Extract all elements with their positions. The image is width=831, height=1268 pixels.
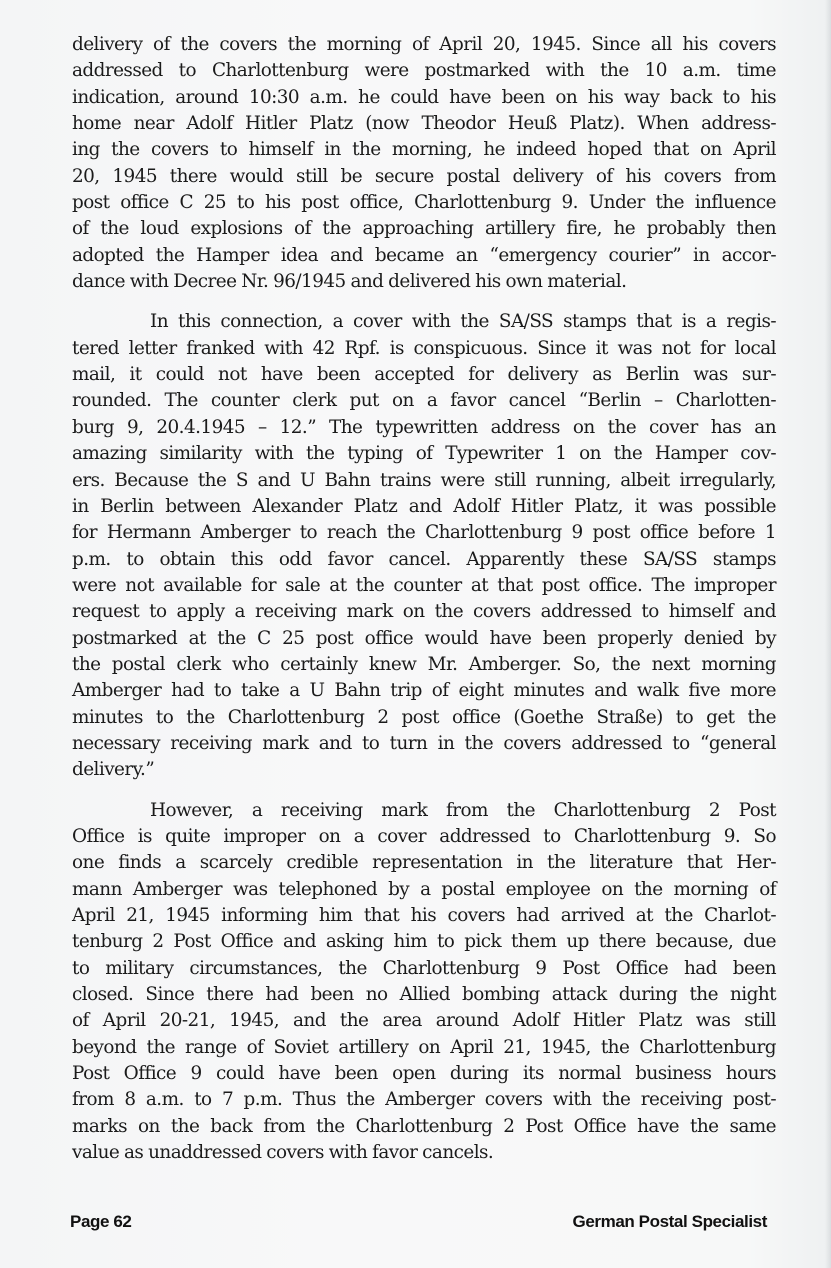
text-line: ing the covers to himself in the morning, he indeed hoped that on April — [72, 139, 776, 161]
text-line: dance with Decree Nr. 96/1945 and delivered his own material. — [72, 271, 627, 293]
page-number: Page 62 — [70, 1212, 132, 1231]
text-line: April 21, 1945 informing him that his covers had arrived at the Charlot- — [72, 905, 776, 926]
text-line: one finds a scarcely credible representation in the literature that Her- — [72, 852, 776, 874]
text-line: closed. Since there had been no Allied bombing attack during the night — [72, 984, 776, 1006]
text-line: p.m. to obtain this odd favor cancel. Apparently these SA/SS stamps — [72, 548, 776, 570]
text-line: delivery of the covers the morning of April 20, 1945. Since all his covers — [72, 34, 776, 55]
text-line: beyond the range of Soviet artillery on April 21, 1945, the Charlottenburg — [72, 1036, 776, 1058]
text-line: In this connection, a cover with the SA/SS stamps that is a regis- — [150, 311, 776, 333]
text-line: in Berlin between Alexander Platz and Adolf Hitler Platz, it was possible — [72, 495, 776, 517]
text-line: Amberger had to take a U Bahn trip of eight minutes and walk five more — [72, 680, 776, 702]
page-edge-shadow — [825, 0, 831, 1268]
text-line: to military circumstances, the Charlottenburg 9 Post Office had been — [72, 957, 776, 979]
text-line: value as unaddressed covers with favor cancels. — [72, 1142, 494, 1164]
text-line: addressed to Charlottenburg were postmarked with the 10 a.m. time — [72, 60, 776, 82]
page-footer — [70, 1212, 767, 1232]
text-line: adopted the Hamper idea and became an “emergency courier” in accor- — [72, 244, 776, 266]
text-line: from 8 a.m. to 7 p.m. Thus the Amberger covers with the receiving post- — [72, 1089, 776, 1111]
text-line: Office is quite improper on a cover addressed to Charlottenburg 9. So — [72, 825, 776, 847]
text-line: home near Adolf Hitler Platz (now Theodor Heuß Platz). When address- — [72, 113, 776, 135]
text-line: delivery.” — [72, 759, 155, 781]
text-line: marks on the back from the Charlottenburg 2 Post Office have the same — [72, 1115, 776, 1137]
paragraph-gap — [72, 784, 776, 798]
text-line: burg 9, 20.4.1945 – 12.” The typewritten address on the cover has an — [72, 416, 776, 438]
text-line: post office C 25 to his post office, Charlottenburg 9. Under the influence — [72, 192, 776, 214]
text-line: of the loud explosions of the approaching artillery fire, he probably then — [72, 218, 776, 240]
text-line: However, a receiving mark from the Charlottenburg 2 Post — [150, 799, 776, 821]
text-line: ers. Because the S and U Bahn trains were still running, albeit irregularly, — [72, 469, 776, 491]
text-line: necessary receiving mark and to turn in the covers addressed to “general — [72, 732, 776, 754]
paragraph — [72, 309, 776, 783]
text-line: were not available for sale at the counter at that post office. The improper — [72, 574, 776, 596]
text-line: minutes to the Charlottenburg 2 post office (Goethe Straße) to get the — [72, 706, 776, 728]
text-line: indication, around 10:30 a.m. he could have been on his way back to his — [72, 86, 776, 108]
text-line: mail, it could not have been accepted for delivery as Berlin was sur- — [72, 364, 776, 386]
article-body — [72, 32, 776, 1166]
text-line: mann Amberger was telephoned by a postal employee on the morning of — [72, 878, 776, 900]
text-line: amazing similarity with the typing of Typewriter 1 on the Hamper cov- — [72, 443, 776, 465]
text-line: of April 20-21, 1945, and the area around Adolf Hitler Platz was still — [72, 1010, 776, 1032]
text-line: postmarked at the C 25 post office would have been properly denied by — [72, 627, 776, 649]
text-line: for Hermann Amberger to reach the Charlottenburg 9 post office before 1 — [72, 522, 776, 544]
text-line: request to apply a receiving mark on the covers addressed to himself and — [72, 601, 776, 623]
text-line: tenburg 2 Post Office and asking him to pick them up there because, due — [72, 931, 776, 953]
text-line: rounded. The counter clerk put on a favor cancel “Berlin – Charlotten- — [72, 390, 776, 412]
text-line: tered letter franked with 42 Rpf. is conspicuous. Since it was not for local — [72, 337, 776, 359]
text-line: the postal clerk who certainly knew Mr. Amberger. So, the next morning — [72, 653, 776, 675]
text-line: 20, 1945 there would still be secure postal delivery of his covers from — [72, 165, 776, 187]
text-line: Post Office 9 could have been open during its normal business hours — [72, 1063, 776, 1085]
paragraph-gap — [72, 295, 776, 309]
publication-title: German Postal Specialist — [572, 1212, 767, 1231]
paragraph — [72, 32, 776, 295]
paragraph — [72, 798, 776, 1167]
